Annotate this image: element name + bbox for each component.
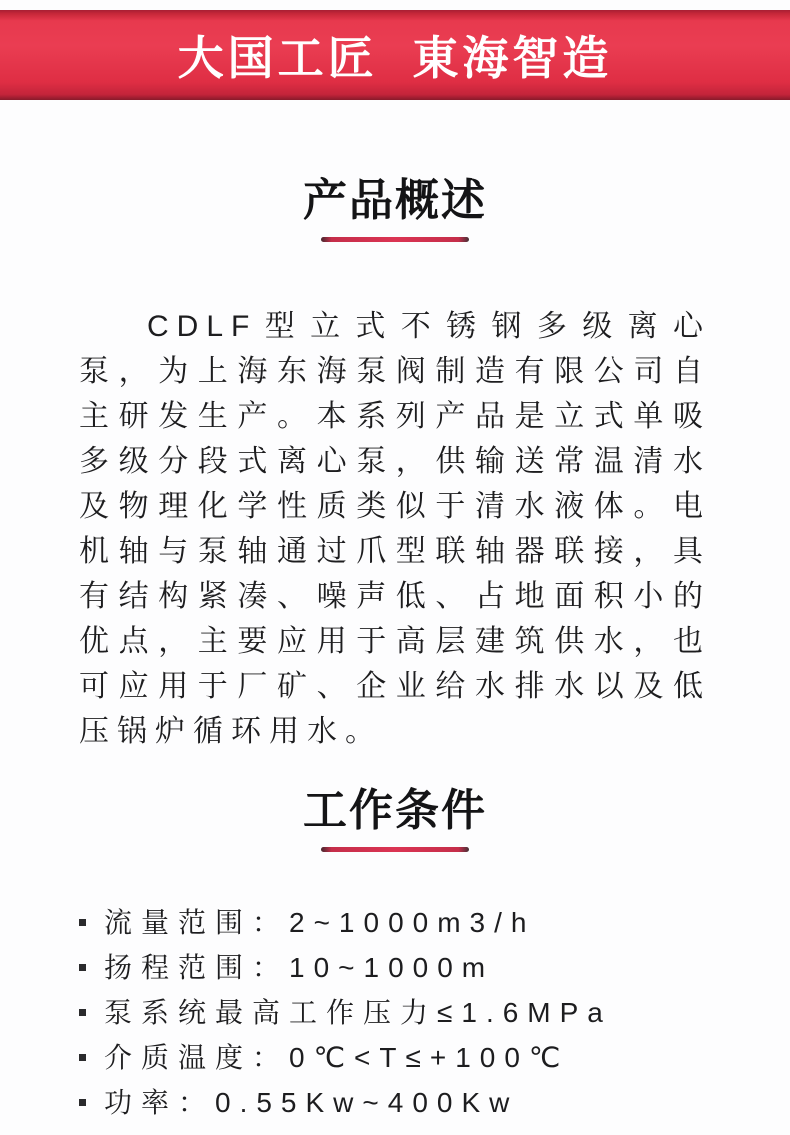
condition-text: 流量范围：2~1000m3/h (104, 907, 536, 938)
bullet-dot (79, 1099, 86, 1106)
conditions-heading: 工作条件 (303, 786, 487, 835)
overview-heading: 产品概述 (303, 176, 487, 225)
list-item (77, 900, 713, 945)
overview-heading-underline (321, 237, 469, 242)
top-banner (0, 10, 790, 100)
list-item (77, 945, 713, 990)
list-item (77, 1080, 713, 1125)
list-item (77, 990, 713, 1035)
conditions-heading-underline (321, 847, 469, 852)
condition-text: 介质温度：0℃<T≤+100℃ (104, 1042, 570, 1073)
condition-text: 扬程范围：10~1000m (104, 952, 495, 983)
bullet-dot (79, 919, 86, 926)
bullet-dot (79, 1054, 86, 1061)
conditions-list (77, 900, 713, 1125)
list-item (77, 1035, 713, 1080)
section-overview (0, 178, 790, 754)
condition-text: 功率：0.55Kw~400Kw (104, 1087, 519, 1118)
bullet-dot (79, 964, 86, 971)
banner-title: 大国工匠 東海智造 (177, 32, 613, 84)
condition-text: 泵系统最高工作压力≤1.6MPa (104, 997, 612, 1028)
overview-paragraph: CDLF型立式不锈钢多级离心泵，为上海东海泵阀制造有限公司自主研发生产。本系列产品是立式单吸多级分段式离心泵，供输送常温清水及物理化学性质类似于清水液体。电机轴与泵轴通过爪型联轴器联接，具有结构紧凑、噪声低、占地面积小的优点，主要应用于高层建筑供水，也可应用于厂矿、企业给水排水以及低压锅炉循环用水。 (79, 310, 711, 748)
bullet-dot (79, 1009, 86, 1016)
section-conditions (0, 788, 790, 1125)
